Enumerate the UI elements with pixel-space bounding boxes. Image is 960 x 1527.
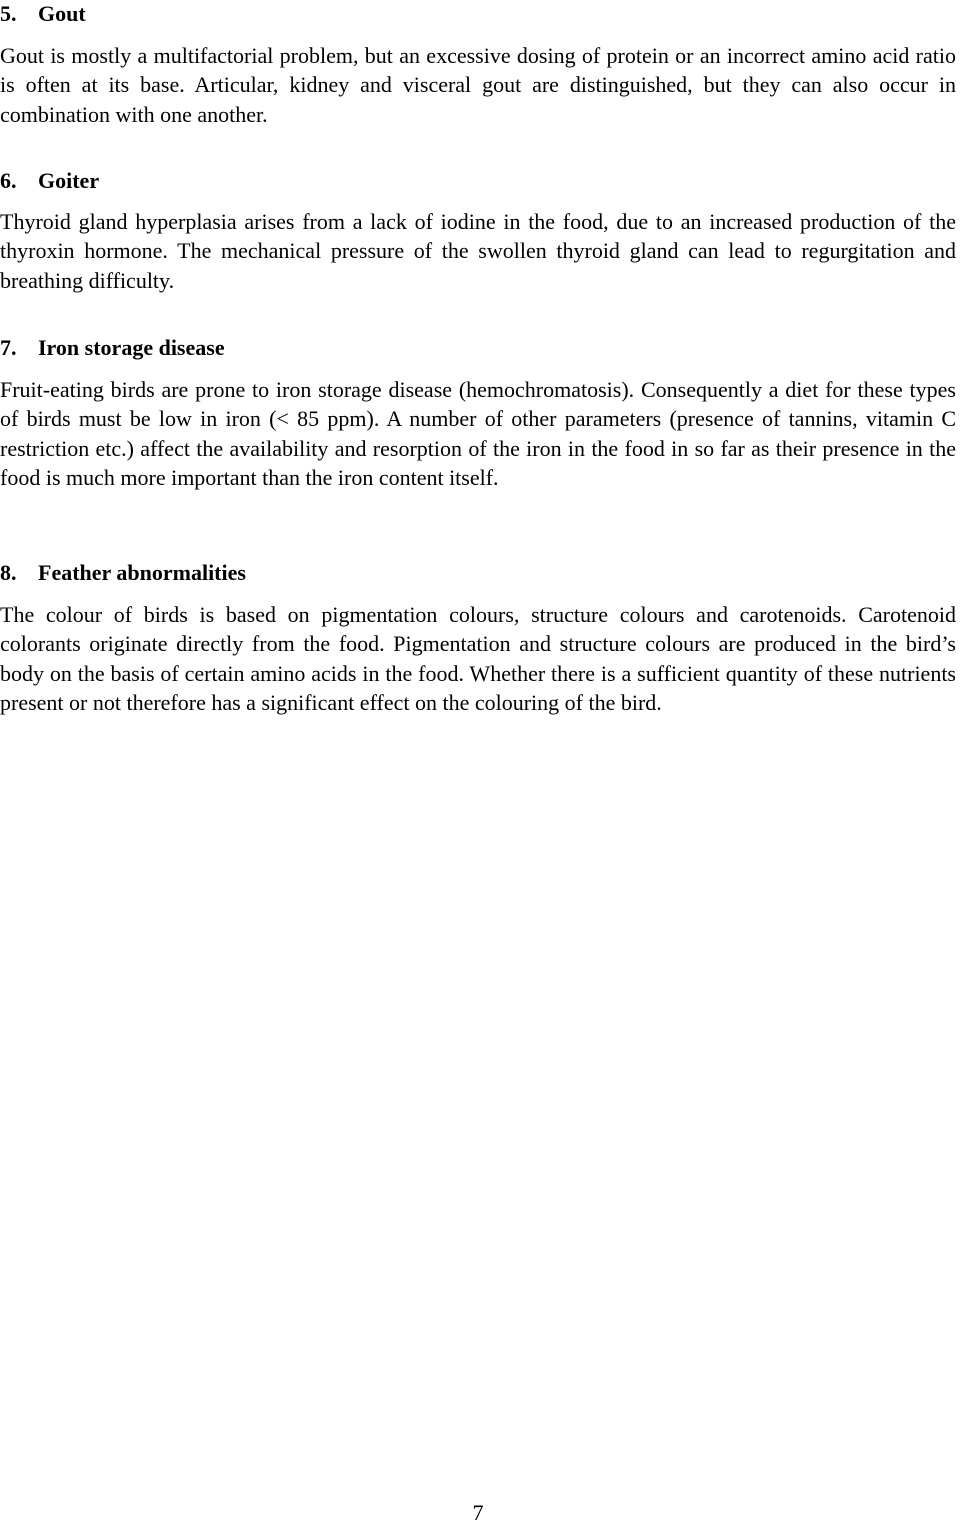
section-body: Thyroid gland hyperplasia arises from a lack of iodine in the food, due to an increased production of the thyroxin hormone. The mechanical pressure of the swollen thyroid gland can lead to regurgitation and breathing difficulty.	[0, 209, 956, 293]
section-heading	[0, 559, 956, 587]
page-number: 7	[472, 1500, 484, 1525]
section-body: Gout is mostly a multifactorial problem, but an excessive dosing of protein or an incorrect amino acid ratio is often at its base. Articular, kidney and visceral gout are distinguished, but they can also occur in combination with one another.	[0, 43, 956, 127]
section-gout	[0, 0, 956, 129]
section-number: 5.	[0, 1, 17, 26]
section-title: Gout	[38, 1, 86, 26]
section-body: The colour of birds is based on pigmentation colours, structure colours and carotenoids. Carotenoid colorants originate directly from the food. Pigmentation and structure colours are produced in the bird’s body on the basis of certain amino acids in the food. Whether there is a sufficient quantity of these nutrients present or not therefore has a significant effect on the colouring of the bird.	[0, 602, 956, 715]
section-heading	[0, 0, 956, 28]
section-body: Fruit-eating birds are prone to iron storage disease (hemochromatosis). Consequently a diet for these types of birds must be low in iron (< 85 ppm). A number of other parameters (presence of tannins, vitamin C restriction etc.) affect the availability and resorption of the iron in the food in so far as their presence in the food is much more important than the iron content itself.	[0, 377, 956, 490]
section-goiter	[0, 167, 956, 295]
section-heading	[0, 334, 956, 362]
section-iron-storage-disease	[0, 334, 956, 492]
section-feather-abnormalities	[0, 559, 956, 717]
section-title: Feather abnormalities	[38, 560, 246, 585]
section-number: 8.	[0, 560, 17, 585]
section-title: Goiter	[38, 168, 100, 193]
section-number: 7.	[0, 335, 17, 360]
section-title: Iron storage disease	[38, 335, 225, 360]
section-heading	[0, 167, 956, 195]
section-number: 6.	[0, 168, 17, 193]
